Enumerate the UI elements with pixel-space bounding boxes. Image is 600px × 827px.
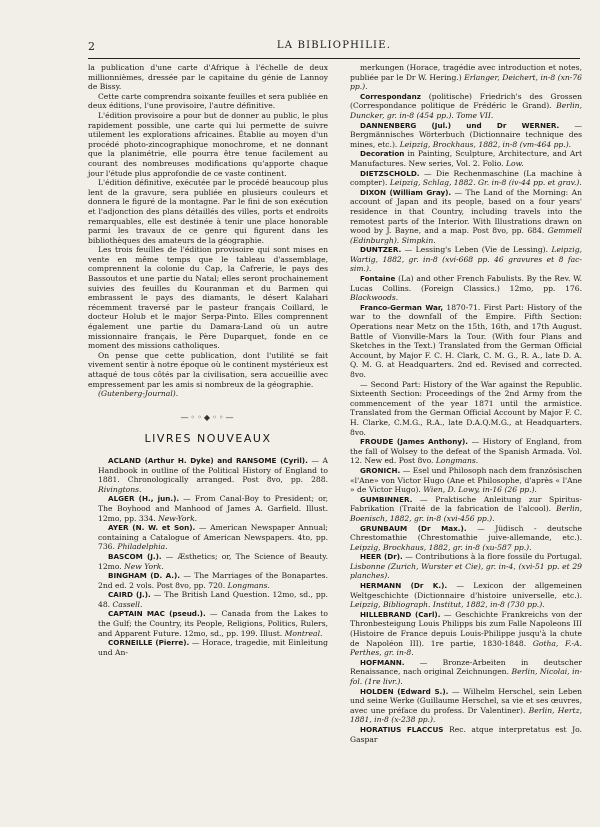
entry-description: — The Land of the Morning: An account of Japan and its people, based on a four years' residence in that Country, including travels into the remotest parts of the Interior. With Illustrations drawn on wood by J. Bayne, and a map. Post 8vo, pp. 684.	[350, 187, 582, 236]
entry-description: — A Handbook in outline of the Political History of England to 1881. Chronologically arranged. Post 8vo, pp. 288.	[98, 455, 328, 485]
right-column	[340, 63, 582, 744]
entry-description: 1870-71. First Part: History of the war to the downfall of the Empire. Fifth Section: Operations near Metz on the 15th, 16th, and 17th August. Battle of Vionville-Mars la Tour. (With four Plans and Sketches in the Text.) Translated from the German Official Account, by Major F. C. H. Clark, C. M. G., R. A., late D. A. Q. M. G. at Headquarters. 2nd ed. Revised and corrected. 8vo.	[350, 302, 582, 379]
entry-author: HEER (Dr).	[360, 552, 403, 562]
entry-author: DANNENBERG (Jul.) und Dr WERNER.	[360, 120, 560, 130]
book-list-right	[340, 63, 582, 744]
section-title: LIVRES NOUVEAUX	[144, 432, 272, 446]
entry-description: — Lessing's Leben (Vie de Lessing).	[401, 245, 552, 255]
entry-author: Fontaine	[360, 274, 396, 284]
entry-author: GUMBINNER.	[360, 494, 413, 504]
entry-author: HILLEBRAND (Carl).	[360, 609, 441, 619]
article-signature: (Gutenberg-Journal).	[98, 389, 179, 399]
entry-author: HERMANN (Dr K.).	[360, 581, 448, 591]
entry-description: — Æsthetics; or, The Science of Beauty. 12mo.	[98, 551, 328, 571]
book-entry	[88, 456, 328, 494]
book-entry	[340, 658, 582, 687]
entry-publisher: Leipzig, Schlag, 1882. Gr. in-8 (iv-44 pp. et grav.).	[389, 178, 582, 188]
entry-publisher: Gotha, F.-A. Perthes, gr. in-8.	[350, 638, 582, 658]
entry-author: GRONICH.	[360, 465, 401, 475]
entry-publisher: Leipzig, Brockhaus, 1882, in-8 (vm-464 pp.).	[399, 139, 572, 149]
entry-author: BASCOM (J.).	[108, 551, 162, 561]
book-entry	[88, 494, 328, 523]
entry-publisher: New-York.	[158, 513, 198, 523]
book-entry	[340, 495, 582, 524]
entry-author: HOLDEN (Edward S.).	[360, 686, 449, 696]
entry-description: — The British Land Question. 12mo, sd., pp. 48.	[98, 590, 328, 609]
entry-description: in Painting, Sculpture, Architecture, and Art Manufactures. New series, Vol. 2. Folio.	[350, 149, 582, 168]
entry-description: — Die Rechenmaschine (La machine à compter).	[350, 168, 582, 188]
entry-description: — Contributions à la flore fossile du Portugal.	[402, 552, 582, 562]
book-entry	[340, 610, 582, 658]
book-entry	[88, 571, 328, 590]
book-entry	[340, 63, 582, 92]
ornament-divider: —◦◦◆◦◦—	[180, 412, 236, 422]
entry-description: — American Newspaper Annual; containing a Catalogue of American Newspapers. 4to, pp. 736.	[98, 523, 328, 552]
entry-publisher: Philadelphia.	[117, 542, 168, 552]
paragraph: Les trois feuilles de l'édition provisoire qui sont mises en vente en même temps que le tableau d'assemblage, comprennent la colonie du Cap, la Cafrerie, le pays des Bassoutos et une partie du Natal; elles seront prochainement suivies des feuilles du Kouranman et du Barmen qui embrassent le pays des diamants, le désert Kalahari récemment traversé par le pasteur français Coillard, le docteur Holub et le major Serpa-Pinto. Elles comprennent également une partie du Damara-Land où un autre missionnaire français, le Père Duparquet, fonde en ce moment des missions catholiques.	[88, 245, 328, 351]
entry-publisher: Montreal.	[284, 628, 323, 638]
entry-author: ALGER (H., jun.).	[108, 494, 180, 504]
book-entry	[340, 687, 582, 725]
book-entry	[88, 523, 328, 552]
entry-description: — Geschichte Frankreichs von der Thronbesteigung Louis Philipps bis zum Falle Napoleons III (Histoire de France depuis Louis-Philippe jusqu'à la chute de Napoléon III). 1re partie, 1830-1848.	[350, 609, 582, 648]
book-entry	[88, 609, 328, 638]
header-rule	[88, 58, 580, 59]
book-entry	[340, 274, 582, 303]
paragraph: Cette carte comprendra soixante feuilles et sera publiée en deux éditions, l'une provisoire, l'autre définitive.	[88, 91, 328, 111]
book-entry	[340, 92, 582, 121]
entry-publisher: Berlin, Hertz, 1881, in-8 (x-238 pp.).	[350, 705, 582, 725]
entry-publisher: Wien, D. Lowy, in-16 (26 pp.).	[423, 485, 537, 495]
entry-description: — Esel und Philosoph nach dem französischen «l'Ane» von Victor Hugo (Ane et Philosophe, d'après « l'Ane » de Victor Hugo).	[350, 465, 582, 495]
page-number: 2	[88, 40, 97, 53]
book-list-left	[88, 456, 328, 657]
book-entry	[340, 169, 582, 188]
book-entry	[340, 466, 582, 495]
book-entry	[88, 552, 328, 571]
entry-publisher: Longmans.	[435, 456, 479, 466]
book-entry	[88, 638, 328, 657]
entry-author: Franco-German War,	[360, 302, 444, 312]
entry-author: HOFMANN.	[360, 657, 405, 667]
entry-publisher: Berlin, Boenisch, 1882, gr. in-8 (xvi-456 pp.).	[350, 504, 582, 523]
entry-publisher: Berlin, Duncker, gr. in-8 (454 pp.). Tome VII.	[350, 101, 582, 120]
entry-description: — Praktische Anleitung zur Spiritus-Fabrikation (Traité de la fabrication de l'alcool).	[350, 494, 582, 514]
entry-publisher: Erlanger, Deichert, in-8 (xn-76 pp.).	[350, 72, 583, 92]
entry-author: DIXON (William Gray).	[360, 187, 452, 197]
entry-description: merkungen (Horace, tragédie avec introduction et notes, publiée par le Dr W. Hering.)	[350, 63, 582, 82]
book-entry	[340, 380, 582, 438]
book-entry	[340, 121, 582, 150]
entry-description: — Jüdisch - deutsche Chrestomathie (Chrestomathie juive-allemande, etc.).	[350, 523, 582, 543]
entry-description: — Bergmännisches Wörterbuch (Dictionnaire technique des mines, etc.).	[350, 120, 582, 149]
entry-author: CAIRD (J.).	[108, 590, 151, 600]
entry-description: — The Marriages of the Bonapartes. 2nd ed. 2 vols. Post 8vo, pp. 720.	[98, 571, 328, 590]
entry-description: (La) and other French Fabulists. By the Rev. W. Lucas Collins. (Foreign Classics.) 12mo, pp. 176.	[350, 274, 582, 293]
entry-author: DIETZSCHOLD.	[360, 168, 420, 178]
entry-description: — History of England, from the fall of Wolsey to the defeat of the Spanish Armada. Vol. 12. New ed. Post 8vo.	[350, 437, 582, 466]
paragraph: L'édition provisoire a pour but de donner au public, le plus rapidement possible, une carte qui lui permette de suivre utilement les explorations africaines. Établie au moyen d'un procédé photo-zincographique monochrome, et ne donnant que la planimétrie, elle pourra être tenue facilement au courant des nombreuses modifications qu'apporte chaque jour l'étude plus approfondie de ce vaste continent.	[88, 110, 328, 178]
book-entry	[340, 303, 582, 380]
entry-description: — Horace, tragedie, mit Einleitung und An-	[98, 638, 328, 657]
book-entry	[340, 552, 582, 581]
paragraph: L'édition définitive, exécutée par le procédé beaucoup plus lent de la gravure, sera publiée en plusieurs couleurs et donnera le figuré de la montagne. Par le fini de son exécution et l'adjonction des plans détaillés des villes, ports et endroits remarquables, elle est destinée à tenir une place honorable parmi les travaux de ce genre qui figurent dans les bibliothèques des amateurs de la géographie.	[88, 178, 328, 245]
entry-publisher: Lisbonne (Zurich, Wurster et Cie), gr. in-4, (xvi-51 pp. et 29 planches).	[350, 561, 582, 581]
book-entry	[340, 581, 582, 610]
paragraph: la publication d'une carte d'Afrique à l'échelle de deux millionnièmes, dressée par le capitaine du génie de Lannoy de Bissy.	[88, 63, 328, 92]
entry-author: FROUDE (James Anthony).	[360, 437, 469, 447]
entry-publisher: Leipzig, Bibliograph. Institut, 1882, in-8 (730 pp.).	[350, 600, 545, 610]
entry-publisher: Gemmell (Edinburgh). Simpkin.	[350, 226, 582, 245]
entry-publisher: Leipzig, Brockhaus, 1882, gr. in-8 (xu-587 pp.).	[350, 542, 532, 552]
entry-author: Correspondanz	[360, 91, 421, 101]
entry-author: CORNEILLE (Pierre).	[108, 638, 190, 648]
entry-author: HORATIUS FLACCUS	[360, 724, 444, 734]
entry-publisher: Longmans.	[227, 580, 270, 590]
entry-author: CAPTAIN MAC (pseud.).	[108, 609, 206, 619]
entry-description: — Lexicon der allgemeinen Weltgeschichte (Dictionnaire d'histoire universelle, etc.).	[350, 581, 582, 600]
entry-publisher: Blackwoods.	[350, 293, 399, 303]
entry-author: ACLAND (Arthur H. Dyke) and RANSOME (Cyril).	[108, 455, 308, 465]
entry-author: Decoration	[360, 149, 405, 159]
entry-description: Rec. atque interpretatus est Jo. Gaspar	[350, 724, 583, 744]
entry-description: — Bronze-Arbeiten in deutscher Renaissance, nach original Zeichnungen.	[350, 657, 582, 677]
entry-publisher: Cassell.	[112, 599, 143, 609]
entry-author: DUNTZER.	[360, 245, 402, 255]
book-entry	[340, 149, 582, 168]
entry-description: (politische) Friedrich's des Grossen (Correspondance politique de Frédéric le Grand).	[350, 91, 582, 111]
book-entry	[340, 188, 582, 246]
entry-publisher: Berlin, Nicolai, in-fol. (1re livr.).	[350, 667, 582, 686]
book-entry	[340, 437, 582, 466]
book-entry	[340, 245, 582, 274]
paragraph: On pense que cette publication, dont l'utilité se fait vivement sentir à notre époque où le continent mystérieux est attaqué de tous côtés par la civilisation, sera accueillie avec empressement par les amis si nombreux de la géographie.	[88, 350, 328, 389]
entry-description: — Second Part: History of the War against the Republic. Sixteenth Section: Proceedings of the 2nd Army from the commencement of the year 1871 until the armistice. Translated from the German Official Account by Major F. C. H. Clarke, C.M.G., R.A., late D.A.Q.M.G., at Headquarters. 8vo.	[350, 379, 582, 437]
entry-description: — Canada from the Lakes to the Gulf; the Country, its People, Religions, Politics, Rulers, and Apparent Future. 12mo, sd., pp. 199. Illust.	[98, 609, 328, 638]
entry-publisher: Rivingtons.	[98, 484, 142, 494]
running-title: LA BIBLIOPHILIE.	[276, 40, 392, 51]
book-entry	[340, 725, 582, 744]
entry-publisher: Leipzig, Wartig, 1882, gr. in-8 (xvi-668 pp. 46 gravures et 8 fac-sim.).	[350, 245, 582, 274]
entry-publisher: New York.	[124, 561, 164, 571]
page-header	[88, 40, 580, 56]
entry-publisher: Low.	[506, 158, 524, 168]
entry-author: AYER (N. W. et Son).	[108, 523, 196, 533]
entry-description: — From Canal-Boy to President; or, The Boyhood and Manhood of James A. Garfield. Illust. 12mo, pp. 334.	[98, 494, 328, 523]
left-column	[88, 63, 328, 657]
book-entry	[88, 590, 328, 609]
entry-description: — Wilhelm Herschel, sein Leben und seine Werke (Guillaume Herschel, sa vie et ses œuvres, avec une préface du profess. Dr Valentiner).	[350, 686, 583, 715]
entry-author: GRUNBAUM (Dr Max.).	[360, 523, 467, 533]
book-entry	[340, 524, 582, 553]
entry-author: BINGHAM (D. A.).	[108, 571, 181, 581]
